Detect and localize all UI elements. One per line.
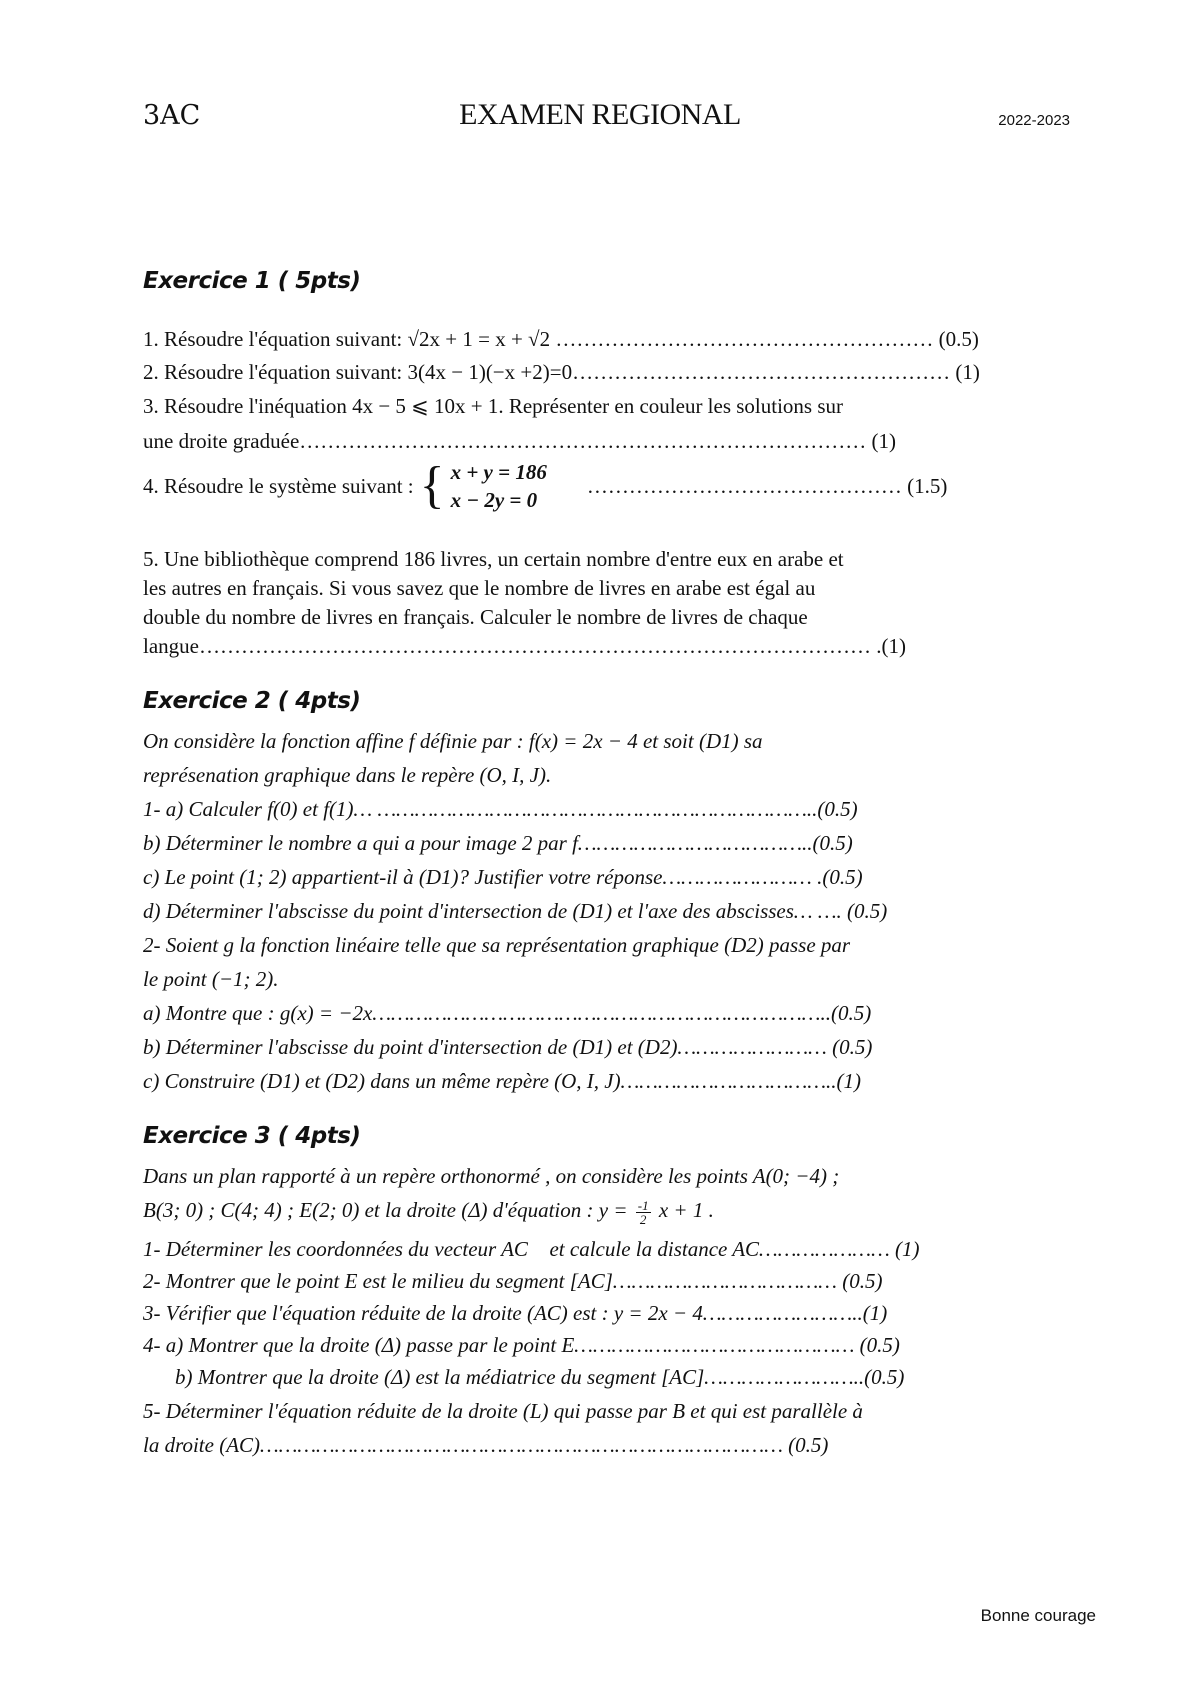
ex1-q4-points: ……………………………………… (1.5) [586, 473, 948, 498]
ex1-q5-line2: les autres en français. Si vous savez que le nombre de livres en arabe est égal au [143, 576, 816, 600]
ex1-q5-line4: langue…………………………………………………………………………………… .(1) [143, 634, 906, 658]
ex2-q2-line1: 2- Soient g la fonction linéaire telle que sa représentation graphique (D2) passe par [143, 933, 851, 957]
ex2-q1c: c) Le point (1; 2) appartient-il à (D1)? Justifier votre réponse…………………… .(0.5) [143, 865, 863, 889]
ex1-q5-line1: 5. Une bibliothèque comprend 186 livres, un certain nombre d'entre eux en arabe et [143, 547, 844, 571]
exercise-3-title: Exercice 3 ( 4pts) [143, 1123, 361, 1149]
ex3-q5-line2: la droite (AC)………………………………………………………………………… (0.5) [143, 1433, 829, 1457]
ex3-intro-line2-end: x + 1 . [658, 1198, 714, 1222]
ex2-q1b: b) Déterminer le nombre a qui a pour image 2 par f………………………………..(0.5) [143, 831, 853, 855]
footer-note: Bonne courage [980, 1606, 1096, 1625]
ex3-intro-line2 [143, 1196, 1103, 1226]
system-eq2: x − 2y = 0 [450, 488, 538, 512]
exercise-1-title: Exercice 1 ( 5pts) [143, 268, 361, 294]
exercise-2-title: Exercice 2 ( 4pts) [143, 688, 361, 714]
ex2-q1a: 1- a) Calculer f(0) et f(1)… ……………………………………………………………..(0.5) [143, 797, 858, 821]
header-year: 2022-2023 [998, 112, 1070, 129]
ex2-q2a: a) Montre que : g(x) = −2x………………………………………………………………..(0.5) [143, 1001, 872, 1025]
fraction-numerator: -1 [637, 1197, 649, 1213]
ex3-q4b: b) Montrer que la droite (Δ) est la médiatrice du segment [AC]……………………..(0.5) [175, 1365, 905, 1389]
ex1-q3-line2: une droite graduée……………………………………………………………………… (1) [143, 429, 896, 453]
fraction [636, 1199, 651, 1226]
ex3-intro-line1: Dans un plan rapporté à un repère orthonormé , on considère les points A(0; −4) ; [143, 1164, 840, 1188]
ex1-q4-label: 4. Résoudre le système suivant : [143, 473, 414, 498]
system-brace: { [419, 457, 445, 514]
ex3-q4a: 4- a) Montrer que la droite (Δ) passe par le point E……………………………………… (0.5) [143, 1333, 900, 1357]
ex2-intro-line2: représenation graphique dans le repère (O, I, J). [143, 763, 552, 787]
ex1-q1: 1. Résoudre l'équation suivant: √2x + 1 = x + √2 ……………………………………………… (0.5) [143, 327, 979, 351]
ex3-intro-line2-text: B(3; 0) ; C(4; 4) ; E(2; 0) et la droite (Δ) d'équation : y = [143, 1198, 628, 1222]
ex2-q2-line2: le point (−1; 2). [143, 967, 279, 991]
ex3-q2: 2- Montrer que le point E est le milieu du segment [AC]……………………………… (0.5) [143, 1269, 883, 1293]
ex2-q2b: b) Déterminer l'abscisse du point d'intersection de (D1) et (D2)…………………… (0.5) [143, 1035, 873, 1059]
ex3-q1: 1- Déterminer les coordonnées du vecteur AC⃗ et calcule la distance AC………………… (1) [143, 1237, 920, 1261]
ex2-q2c: c) Construire (D1) et (D2) dans un même repère (O, I, J)……………………………..(1) [143, 1069, 861, 1093]
ex2-q1d: d) Déterminer l'abscisse du point d'intersection de (D1) et l'axe des abscisses… …. (0.5) [143, 899, 888, 923]
ex1-q3-line1: 3. Résoudre l'inéquation 4x − 5 ⩽ 10x + 1. Représenter en couleur les solutions sur [143, 394, 844, 418]
ex3-q3: 3- Vérifier que l'équation réduite de la droite (AC) est : y = 2x − 4……………………..(1) [143, 1301, 888, 1325]
system-eq1: x + y = 186 [450, 460, 547, 484]
ex2-intro-line1: On considère la fonction affine f définie par : f(x) = 2x − 4 et soit (D1) sa [143, 729, 763, 753]
ex1-q2: 2. Résoudre l'équation suivant: 3(4x − 1)(−x +2)=0……………………………………………… (1) [143, 360, 980, 384]
header-class: 3AC [143, 100, 201, 131]
system-equations [451, 458, 547, 514]
ex1-q4 [143, 458, 947, 514]
header-title: EXAMEN REGIONAL [459, 98, 741, 131]
ex1-q5-line3: double du nombre de livres en français. Calculer le nombre de livres de chaque [143, 605, 808, 629]
ex3-q5-line1: 5- Déterminer l'équation réduite de la droite (L) qui passe par B et qui est parallèle à [143, 1399, 863, 1423]
fraction-denominator: 2 [639, 1211, 647, 1227]
